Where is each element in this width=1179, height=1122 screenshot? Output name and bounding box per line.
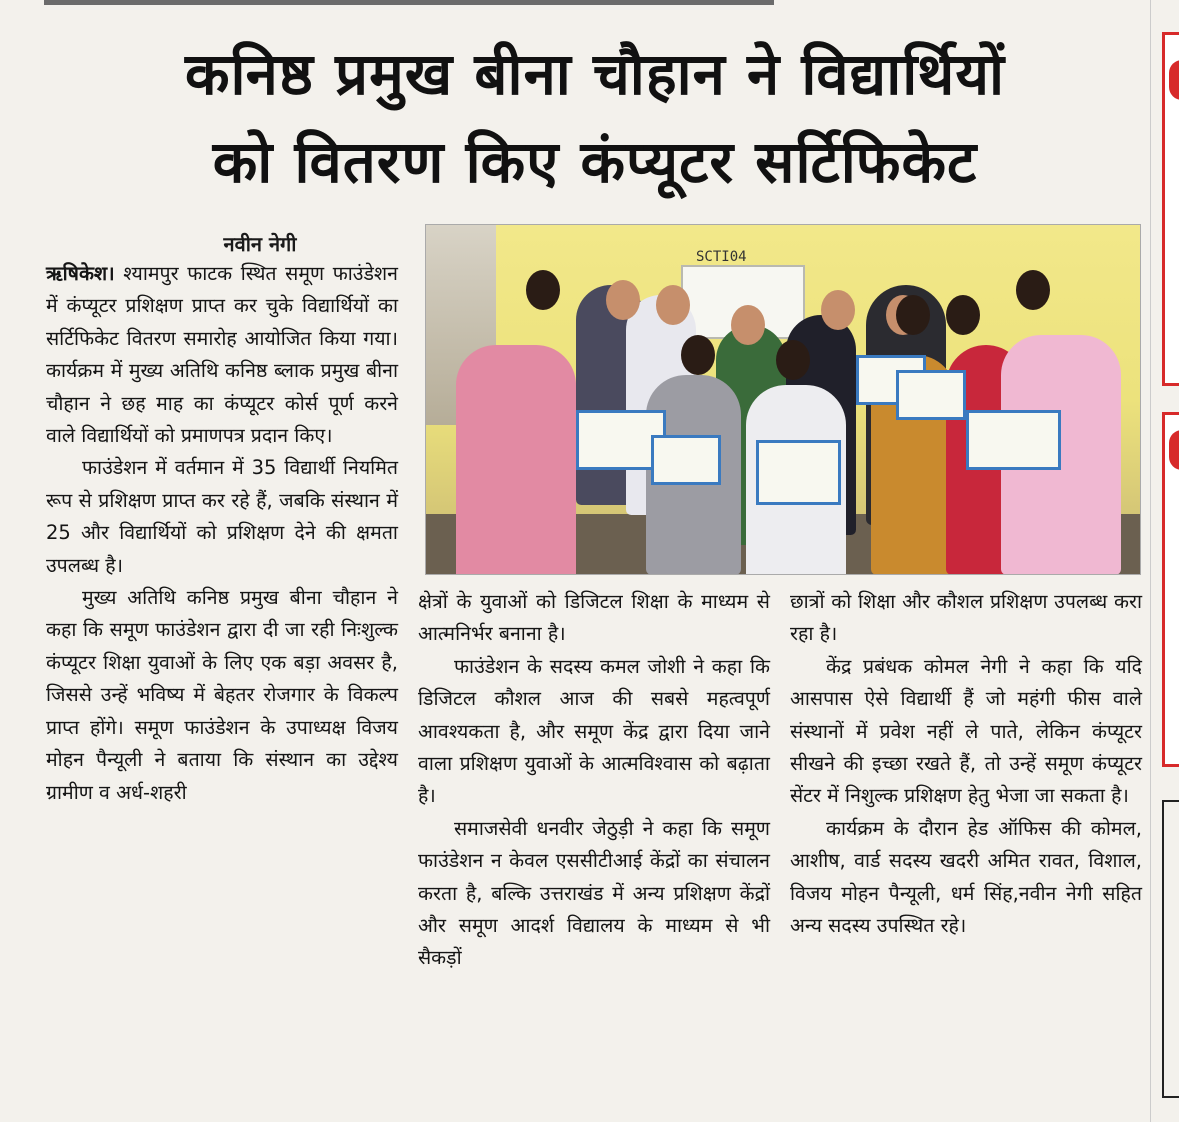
classroom-board-label: SCTI04 bbox=[696, 249, 747, 265]
side-advert-box bbox=[1162, 32, 1179, 386]
paragraph: कार्यक्रम के दौरान हेड ऑफिस की कोमल, आशीष, वार्ड सदस्य खदरी अमित रावत, विशाल, विजय मोहन पैन्यूली, धर्म सिंह,नवीन नेगी सहित अन्य सदस्य उपस्थित रहे। bbox=[790, 816, 1142, 938]
side-advert-box bbox=[1162, 800, 1179, 1098]
head bbox=[896, 295, 930, 335]
certificate bbox=[756, 440, 841, 505]
paragraph: समाजसेवी धनवीर जेठुड़ी ने कहा कि समूण फाउंडेशन न केवल एससीटीआई केंद्रों का संचालन करता है, बल्कि उत्तराखंड में अन्य प्रशिक्षण केंद्रों और समूण आदर्श विद्यालय के माध्यम से भी सैकड़ों bbox=[418, 816, 770, 970]
paragraph: केंद्र प्रबंधक कोमल नेगी ने कहा कि यदि आसपास ऐसे विद्यार्थी हैं जो महंगी फीस वाले संस्थानों में प्रवेश नहीं ले पाते, लेकिन कंप्यूटर सीखने की इच्छा रखते हैं, तो उन्हें समूण कंप्यूटर सेंटर में निशुल्क प्रशिक्षण हेतु भेजा जा सकता है। bbox=[790, 654, 1142, 808]
column-divider bbox=[1150, 0, 1151, 1122]
headline-line-1: कनिष्ठ प्रमुख बीना चौहान ने विद्यार्थियों bbox=[185, 40, 1005, 108]
paragraph: फाउंडेशन के सदस्य कमल जोशी ने कहा कि डिजिटल कौशल आज की सबसे महत्वपूर्ण आवश्यकता है, और समूण केंद्र द्वारा दिया जाने वाला प्रशिक्षण युवाओं के आत्मविश्वास को बढ़ाता है। bbox=[418, 654, 770, 808]
certificate bbox=[966, 410, 1061, 470]
certificate bbox=[896, 370, 966, 420]
paragraph-text: श्यामपुर फाटक स्थित समूण फाउंडेशन में कंप्यूटर प्रशिक्षण प्राप्त कर चुके विद्यार्थियों का सर्टिफिकेट वितरण समारोह आयोजित किया गया। कार्यक्रम में मुख्य अतिथि कनिष्ठ ब्लाक प्रमुख बीना चौहान ने छह माह का कंप्यूटर कोर्स पूर्ण करने वाले विद्यार्थियों को प्रमाणपत्र प्रदान किए। bbox=[46, 262, 398, 448]
paragraph bbox=[46, 258, 398, 452]
side-advert-box bbox=[1162, 412, 1179, 767]
head bbox=[526, 270, 560, 310]
event-photo bbox=[425, 224, 1141, 575]
head bbox=[1016, 270, 1050, 310]
head bbox=[606, 280, 640, 320]
head bbox=[946, 295, 980, 335]
certificate bbox=[651, 435, 721, 485]
head bbox=[776, 340, 810, 380]
paragraph: फाउंडेशन में वर्तमान में 35 विद्यार्थी नियमित रूप से प्रशिक्षण प्राप्त कर रहे हैं, जबकि संस्थान में 25 और विद्यार्थियों को प्रशिक्षण देने की क्षमता उपलब्ध है। bbox=[46, 456, 398, 577]
article-column-1 bbox=[46, 258, 398, 809]
top-rule bbox=[44, 0, 774, 5]
head bbox=[656, 285, 690, 325]
article-column-3 bbox=[790, 586, 1142, 942]
head bbox=[681, 335, 715, 375]
advert-logo-icon bbox=[1169, 430, 1179, 470]
paragraph: छात्रों को शिक्षा और कौशल प्रशिक्षण उपलब्ध करा रहा है। bbox=[790, 590, 1142, 646]
head bbox=[731, 305, 765, 345]
paragraph: मुख्य अतिथि कनिष्ठ प्रमुख बीना चौहान ने कहा कि समूण फाउंडेशन द्वारा दी जा रही निःशुल्क कंप्यूटर शिक्षा युवाओं के लिए एक बड़ा अवसर है, जिससे उन्हें भविष्य में बेहतर रोजगार के विकल्प प्राप्त होंगे। समूण फाउंडेशन के उपाध्यक्ष विजय मोहन पैन्यूली ने बताया कि संस्थान का उद्देश्य ग्रामीण व अर्ध-शहरी bbox=[46, 586, 398, 804]
article-column-2 bbox=[418, 586, 770, 975]
headline bbox=[40, 30, 1150, 206]
dateline: ऋषिकेश। bbox=[46, 262, 115, 285]
byline: नवीन नेगी bbox=[223, 232, 297, 256]
paragraph: क्षेत्रों के युवाओं को डिजिटल शिक्षा के माध्यम से आत्मनिर्भर बनाना है। bbox=[418, 590, 770, 646]
advert-logo-icon bbox=[1169, 60, 1179, 100]
head bbox=[821, 290, 855, 330]
headline-line-2: को वितरण किए कंप्यूटर सर्टिफिकेट bbox=[212, 128, 978, 196]
person bbox=[456, 345, 576, 575]
